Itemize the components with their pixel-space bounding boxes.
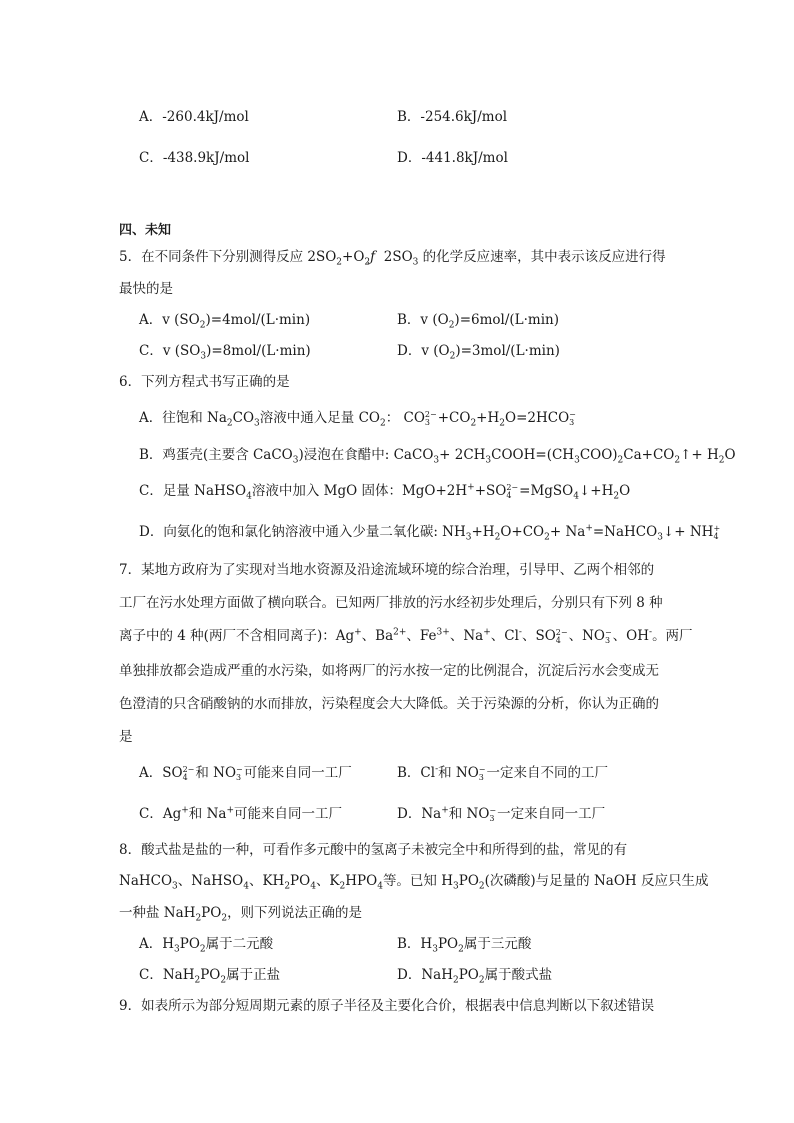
q7-option-b: B．Cl-和 NO − 3 一定来自不同的工厂	[397, 764, 608, 782]
option-d: D．-441.8kJ/mol	[397, 150, 508, 166]
question-7-line2: 工厂在污水处理方面做了横向联合。已知两厂排放的污水经初步处理后，分别只有下列 8 种	[119, 595, 663, 611]
option-c: C．-438.9kJ/mol	[139, 150, 250, 166]
question-8-line2: NaHCO$_3$、NaHSO$_4$、$KH_2PO_4$、$K_2HPO_4$等。已知 $H_3PO_2$(次磷酸)与足量的 NaOH 反应只生成	[119, 873, 709, 892]
q8-option-d: D．$NaH_2PO_2$属于酸式盐	[397, 967, 553, 986]
option-b: B．-254.6kJ/mol	[397, 109, 508, 125]
q5-option-d: D．v $(O_2)=3mol/(L\cdot\min)$	[397, 343, 560, 362]
q6-option-c: C．足量 NaHSO$_4$溶液中加入 MgO 固体：MgO+2H++SO 2− 4 $=MgSO_4↓+H_2O$	[139, 482, 631, 502]
question-5-stem: 5．在不同条件下分别测得反应 $2SO_2+O_2ƒ$ $2SO_3$ 的化学反应速率，其中表示该反应进行得	[119, 249, 666, 268]
reaction-equation: $2SO_2+O_2ƒ$ $2SO_3$	[307, 249, 419, 268]
question-5-stem-line2: 最快的是	[119, 281, 173, 297]
q7-option-a: A．SO 2− 4 和 NO − 3 可能来自同一工厂	[139, 764, 352, 782]
q6-option-b: B．鸡蛋壳(主要含 CaCO$_3$)浸泡在食醋中: CaCO$_3$+ $2CH_3COOH=(CH_3COO)_2Ca+CO_2↑+ H_2O$	[139, 447, 736, 466]
q8-option-a: A．$H_3PO_2$属于二元酸	[139, 936, 274, 955]
question-7-line5: 色澄清的只含硝酸钠的水而排放，污染程度会大大降低。关于污染源的分析，你认为正确的	[119, 696, 659, 712]
q7-option-c: C．Ag+和 Na+可能来自同一工厂	[139, 805, 342, 822]
question-7-line1: 7．某地方政府为了实现对当地水资源及沿途流域环境的综合治理，引导甲、乙两个相邻的	[119, 562, 655, 578]
q5-option-a: A．v $(SO_2)=4mol/(L\cdot\min)$	[139, 312, 311, 331]
question-7-line4: 单独排放都会造成严重的水污染，如将两厂的污水按一定的比例混合，沉淀后污水会变成无	[119, 663, 659, 679]
q7-option-d: D．Na+和 NO − 3 一定来自同一工厂	[397, 805, 606, 823]
question-7-line3: 离子中的 4 种(两厂不含相同离子)：Ag+、$Ba^{2+}$、$Fe^{3+}$、Na+、Cl-、SO 2− 4 、NO − 3 、OH-。两厂	[119, 627, 693, 645]
q8-option-b: B．$H_3PO_2$属于三元酸	[397, 936, 532, 955]
question-7-line6: 是	[119, 729, 133, 745]
q8-option-c: C．$NaH_2PO_2$属于正盐	[139, 967, 281, 986]
q6-option-d: D．向氨化的饱和氯化钠溶液中通入少量二氧化碳: $NH_3+H_2O+CO_2+$ Na+=NaHCO$_3$↓+ NH + 4	[139, 523, 721, 543]
question-8-line3: 一种盐 $NaH_2PO_2$，则下列说法正确的是	[119, 905, 363, 924]
q5-option-b: B．v $(O_2)=6mol/(L\cdot\min)$	[397, 312, 560, 331]
option-a: A．-260.4kJ/mol	[139, 109, 249, 125]
question-9-line1: 9．如表所示为部分短周期元素的原子半径及主要化合价，根据表中信息判断以下叙述错误	[119, 998, 655, 1014]
question-8-line1: 8．酸式盐是盐的一种，可看作多元酸中的氢离子未被完全中和所得到的盐，常见的有	[119, 842, 628, 858]
q5-option-c: C．v $(SO_3)=8mol/(L\cdot\min)$	[139, 343, 311, 362]
q6-option-a: A．往饱和 $Na_2CO_3$溶液中通入足量 $CO_2$： CO 2− 3 $+CO_2+H_2O=2HCO$ − 3	[139, 409, 576, 429]
question-6-stem: 6．下列方程式书写正确的是	[119, 374, 290, 390]
section-heading: 四、未知	[119, 223, 172, 238]
